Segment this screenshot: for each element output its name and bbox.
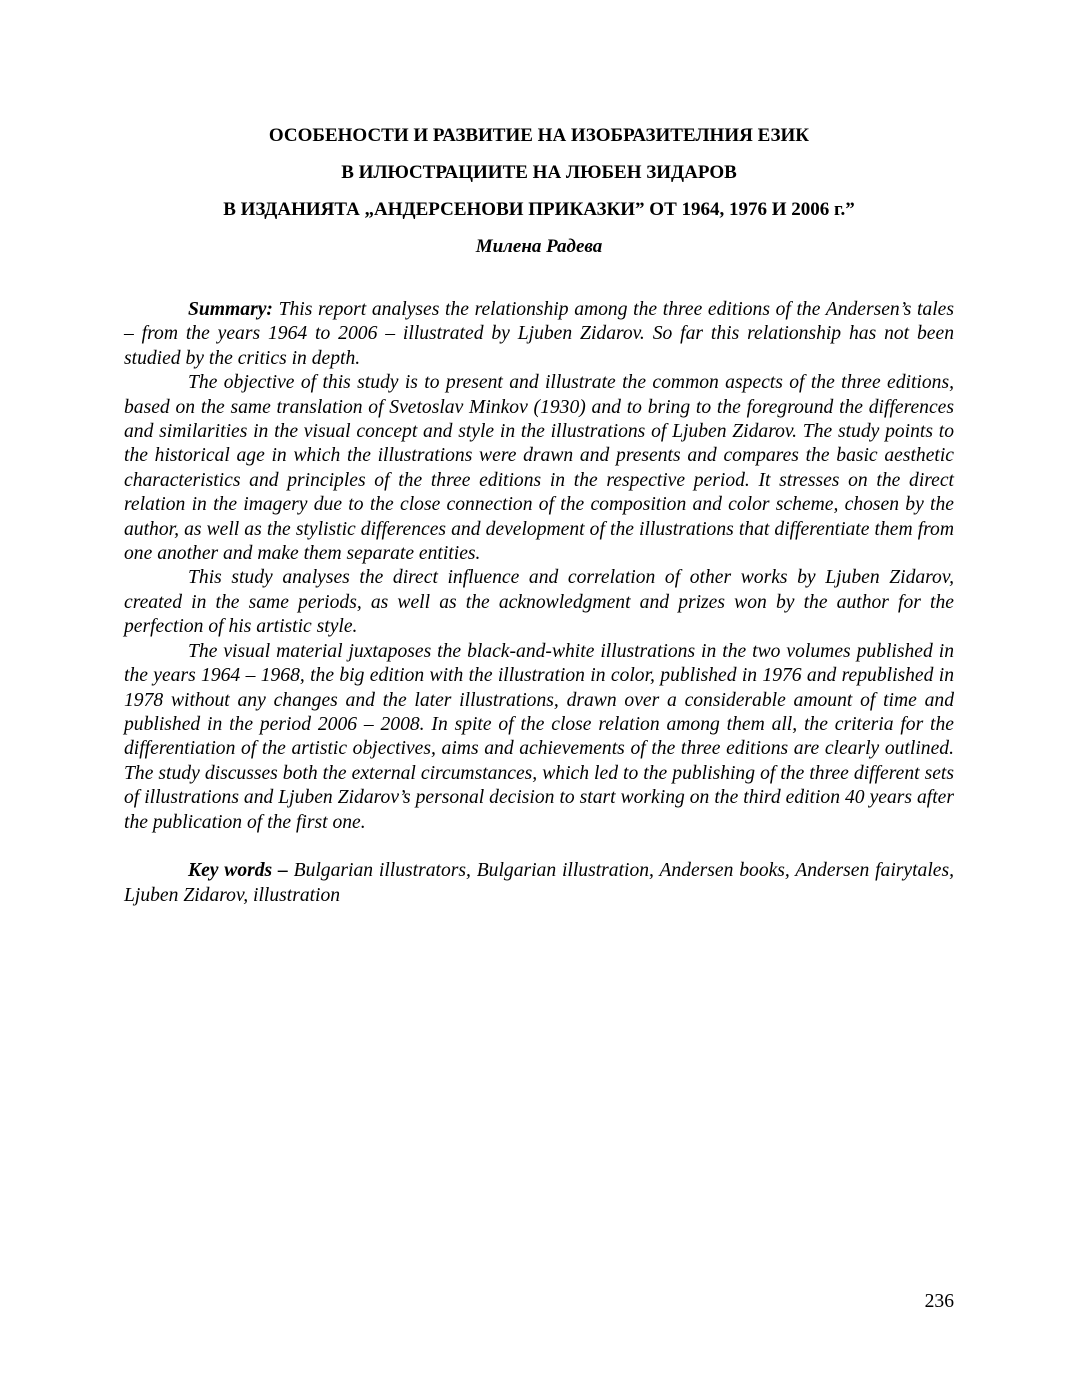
author-name: Милена Радева [475,236,603,257]
title-line-3: В ИЗДАНИЯТА „АНДЕРСЕНОВИ ПРИКАЗКИ” ОТ 1964, 1976 И 2006 г.” [223,199,855,220]
summary-paragraph [124,298,954,371]
summary-label: Summary: [188,299,273,320]
abstract-section [124,298,954,908]
abstract-paragraph-influence: This study analyses the direct influence and correlation of other works by Ljuben Zidarov, created in the same periods, as well as the acknowledgment and prizes won by the author for the perfection of his artistic style. [124,567,954,638]
title-block [124,124,954,259]
keywords-paragraph [124,859,954,908]
keywords-text: Bulgarian illustrators, Bulgarian illustration, Andersen books, Andersen fairytales, Ljuben Zidarov, illustration [124,860,955,906]
title-line-1: ОСОБЕНОСТИ И РАЗВИТИЕ НА ИЗОБРАЗИТЕЛНИЯ ЕЗИК [268,125,810,146]
page-number: 236 [924,1291,954,1312]
keywords-label: Key words – [188,860,288,882]
abstract-paragraph-visual-material: The visual material juxtaposes the black-and-white illustrations in the two volumes published in the years 1964 – 1968, the big edition with the illustration in color, published in 1976 and republished in 1978 without any changes and the later illustrations, drawn over a considerable amount of time and published in the period 2006 – 2008. In spite of the close relation among them all, the criteria for the differentiation of the artistic objectives, aims and achievements of the three editions are clearly outlined. The study discusses both the external circumstances, which led to the publishing of the three different sets of illustrations and Ljuben Zidarov’s personal decision to start working on the third edition 40 years after the publication of the first one. [124,640,954,833]
abstract-paragraph-objective: The objective of this study is to present and illustrate the common aspects of the three editions, based on the same translation of Svetoslav Minkov (1930) and to bring to the foreground the differences and similarities in the visual concept and style in the illustrations of Ljuben Zidarov. The study points to the historical age in which the illustrations were drawn and presents and compares the basic aesthetic characteristics and principles of the three editions in the respective period. It stresses on the direct relation in the imagery due to the close connection of the composition and color scheme, chosen by the author, as well as the stylistic differences and development of the illustrations that differentiate them from one another and make them separate entities. [124,372,954,565]
summary-text: This report analyses the relationship among the three editions of the Andersen’s tales – from the years 1964 to 2006 – illustrated by Ljuben Zidarov. So far this relationship has not been studied by the critics in depth. [124,299,954,369]
title-line-2: В ИЛЮСТРАЦИИТЕ НА ЛЮБЕН ЗИДАРОВ [341,162,737,183]
